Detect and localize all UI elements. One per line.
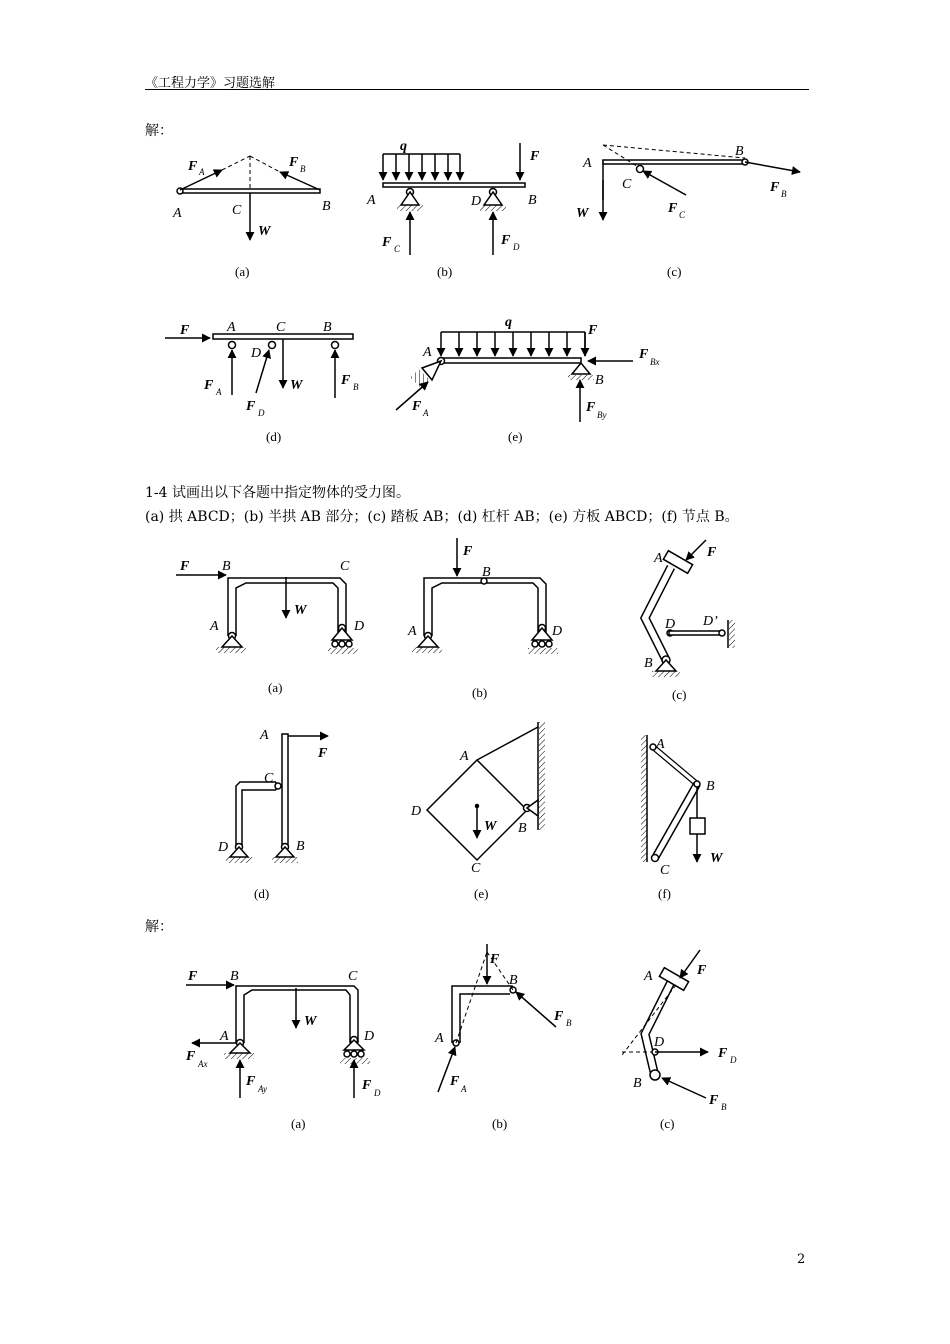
solution-label-2: 解： xyxy=(145,919,173,935)
label-2c-F: F xyxy=(707,545,717,560)
label-3b-B: B xyxy=(509,973,518,988)
label-2d-A: A xyxy=(260,728,269,743)
label-1d-W: W xyxy=(290,378,303,393)
label-1b-FC: F xyxy=(382,235,392,250)
caption-1b: (b) xyxy=(437,264,453,279)
label-1e-q: q xyxy=(505,315,512,330)
label-2a-C: C xyxy=(340,559,350,574)
caption-2a: (a) xyxy=(268,680,283,695)
label-1b-B: B xyxy=(528,193,537,208)
label-1d-D: D xyxy=(251,346,262,361)
label-3a-D: D xyxy=(364,1029,375,1044)
label-2f-W: W xyxy=(710,851,723,866)
header-title: 《工程力学》习题选解 xyxy=(145,76,276,91)
label-3c-FB-sub: B xyxy=(721,1102,727,1112)
label-1a-C: C xyxy=(232,203,242,218)
label-2d-D: D xyxy=(218,840,229,855)
label-1c-C: C xyxy=(622,177,632,192)
label-2a-W: W xyxy=(294,603,307,618)
label-1d-FD-sub: D xyxy=(258,408,265,418)
label-3b-F: F xyxy=(490,952,500,967)
label-1b-q: q xyxy=(400,139,407,154)
label-2e-B: B xyxy=(518,821,527,836)
label-3a-FAy-sub: Ay xyxy=(258,1084,267,1094)
label-3a-W: W xyxy=(304,1014,317,1029)
label-3b-FB-sub: B xyxy=(566,1018,572,1028)
label-3a-B: B xyxy=(230,969,239,984)
label-1c-FB: F xyxy=(770,180,780,195)
label-2b-F: F xyxy=(463,544,473,559)
label-3c-F: F xyxy=(697,963,707,978)
label-3a-F: F xyxy=(188,969,198,984)
label-1d-B: B xyxy=(323,320,332,335)
label-1c-FB-sub: B xyxy=(781,189,787,199)
label-2c-D: D xyxy=(665,617,676,632)
caption-2e: (e) xyxy=(474,886,489,901)
caption-2b: (b) xyxy=(472,685,488,700)
label-3b-FA: F xyxy=(450,1074,460,1089)
label-1e-B: B xyxy=(595,373,604,388)
caption-2c: (c) xyxy=(672,687,687,702)
fig-2e xyxy=(427,722,545,860)
label-1c-B: B xyxy=(735,144,744,159)
label-2d-C: C xyxy=(264,771,274,786)
fig-2b xyxy=(412,538,558,654)
label-1e-FBx-sub: Bx xyxy=(650,357,660,367)
label-3a-FAx: F xyxy=(186,1049,196,1064)
label-2f-B: B xyxy=(706,779,715,794)
label-1c-FC: F xyxy=(668,201,678,216)
fig-2f xyxy=(641,735,705,862)
label-1d-F: F xyxy=(180,323,190,338)
label-1e-A: A xyxy=(423,345,432,360)
label-2d-F: F xyxy=(318,746,328,761)
caption-3a: (a) xyxy=(291,1116,306,1131)
label-1e-FA-sub: A xyxy=(423,408,429,418)
label-1a-FA-sub: A xyxy=(199,167,205,177)
solution-label-1: 解： xyxy=(145,123,173,139)
page-number: 2 xyxy=(797,1252,806,1267)
label-3a-FD: F xyxy=(362,1078,372,1093)
label-2f-A: A xyxy=(656,737,665,752)
label-2b-A: A xyxy=(408,624,417,639)
label-1b-FD-sub: D xyxy=(513,242,520,252)
caption-1e: (e) xyxy=(508,429,523,444)
caption-1c: (c) xyxy=(667,264,682,279)
label-3c-D: D xyxy=(654,1035,665,1050)
caption-1a: (a) xyxy=(235,264,250,279)
caption-3b: (b) xyxy=(492,1116,508,1131)
caption-1d: (d) xyxy=(266,429,282,444)
label-3c-B: B xyxy=(633,1076,642,1091)
fig-2a xyxy=(176,575,358,654)
label-2c-Dp: D’ xyxy=(703,614,718,629)
label-1d-A: A xyxy=(227,320,236,335)
label-2d-B: B xyxy=(296,839,305,854)
label-1d-FB: F xyxy=(341,373,351,388)
label-2e-A: A xyxy=(460,749,469,764)
label-2b-D: D xyxy=(552,624,563,639)
caption-2d: (d) xyxy=(254,886,270,901)
label-1a-B: B xyxy=(322,199,331,214)
label-1c-FC-sub: C xyxy=(679,210,686,220)
label-1e-FBy: F xyxy=(586,400,596,415)
label-2a-B: B xyxy=(222,559,231,574)
label-2e-C: C xyxy=(471,861,481,876)
label-1a-W: W xyxy=(258,224,271,239)
label-3b-FA-sub: A xyxy=(461,1084,467,1094)
label-1e-FA: F xyxy=(412,399,422,414)
caption-3c: (c) xyxy=(660,1116,675,1131)
label-2b-B: B xyxy=(482,565,491,580)
label-1e-FBy-sub: By xyxy=(597,410,607,420)
label-1d-C: C xyxy=(276,320,286,335)
label-1e-F: F xyxy=(588,323,598,338)
label-3b-A: A xyxy=(435,1031,444,1046)
label-2a-F: F xyxy=(180,559,190,574)
label-1a-FB: F xyxy=(289,155,299,170)
label-3c-FD-sub: D xyxy=(730,1055,737,1065)
problem-title: 1-4 试画出以下各题中指定物体的受力图。 xyxy=(145,485,410,501)
label-2c-A: A xyxy=(654,551,663,566)
label-1b-FC-sub: C xyxy=(394,244,401,254)
label-2a-A: A xyxy=(210,619,219,634)
fig-3a xyxy=(186,985,370,1098)
label-3a-C: C xyxy=(348,969,358,984)
label-1d-FA-sub: A xyxy=(216,387,222,397)
label-2a-D: D xyxy=(354,619,365,634)
label-1e-FBx: F xyxy=(639,347,649,362)
label-3c-FD: F xyxy=(718,1046,728,1061)
label-1a-A: A xyxy=(173,206,182,221)
label-2f-C: C xyxy=(660,863,670,878)
label-1b-FD: F xyxy=(501,233,511,248)
label-3c-A: A xyxy=(644,969,653,984)
label-1b-F: F xyxy=(530,149,540,164)
label-1b-A: A xyxy=(367,193,376,208)
label-3b-FB: F xyxy=(554,1009,564,1024)
caption-2f: (f) xyxy=(658,886,671,901)
problem-subtasks: (a) 拱 ABCD；(b) 半拱 AB 部分；(c) 踏板 AB；(d) 杠杆 AB；(e) 方板 ABCD；(f) 节点 B。 xyxy=(145,509,739,525)
label-2e-D: D xyxy=(411,804,422,819)
label-1a-FA: F xyxy=(188,159,198,174)
fig-1d xyxy=(165,334,353,398)
label-3a-A: A xyxy=(220,1029,229,1044)
fig-2d xyxy=(226,734,328,863)
label-1c-W: W xyxy=(576,206,589,221)
label-1b-D: D xyxy=(471,194,482,209)
label-1d-FB-sub: B xyxy=(353,382,359,392)
label-2c-B: B xyxy=(644,656,653,671)
label-1d-FD: F xyxy=(246,399,256,414)
label-3a-FAy: F xyxy=(246,1074,256,1089)
label-2e-W: W xyxy=(484,819,497,834)
label-1a-FB-sub: B xyxy=(300,164,306,174)
label-3a-FAx-sub: Ax xyxy=(198,1059,208,1069)
label-3a-FD-sub: D xyxy=(374,1088,381,1098)
label-1d-FA: F xyxy=(204,378,214,393)
label-3c-FB: F xyxy=(709,1093,719,1108)
label-1c-A: A xyxy=(583,156,592,171)
